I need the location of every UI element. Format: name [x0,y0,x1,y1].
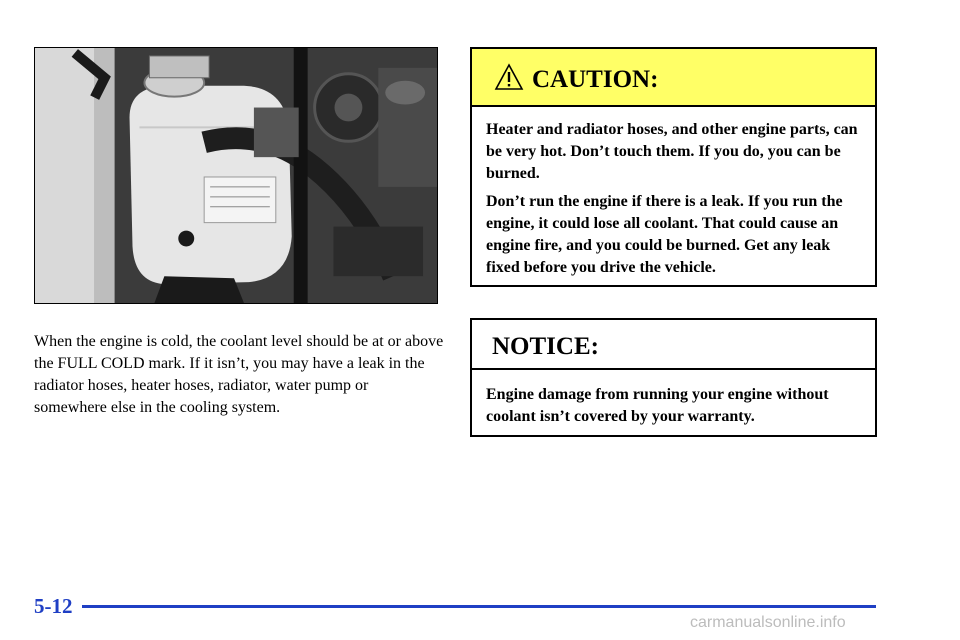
coolant-level-paragraph: When the engine is cold, the coolant level should be at or above the FULL COLD mark. If it isn’t, you may have a leak in the radiator hoses, heater hoses, radiator, water pump or somewhere else in the cooling system. [34,333,444,416]
engine-photo [34,47,438,304]
notice-body [472,370,875,428]
page-number: 5-12 [34,594,73,618]
warning-triangle-icon [494,63,524,91]
caution-box [470,47,877,287]
engine-coolant-reservoir-photo [35,48,437,303]
notice-header [472,320,875,370]
caution-paragraph: Don’t run the engine if there is a leak. If you run the engine, it could lose all coolant. That could cause an engine fire, and you could be burned. Get any leak fixed before you drive the vehicle. [486,193,843,276]
notice-title: NOTICE: [492,333,599,360]
caution-paragraph: Heater and radiator hoses, and other engine parts, can be very hot. Don’t touch them. If you do, you can be burned. [486,121,858,182]
caution-title: CAUTION: [532,66,659,93]
caution-body [472,107,875,279]
footer-divider [82,605,876,608]
notice-text: Engine damage from running your engine without coolant isn’t covered by your warranty. [486,386,829,425]
notice-box [470,318,877,437]
caution-header [472,49,875,107]
watermark: carmanualsonline.info [690,614,846,631]
